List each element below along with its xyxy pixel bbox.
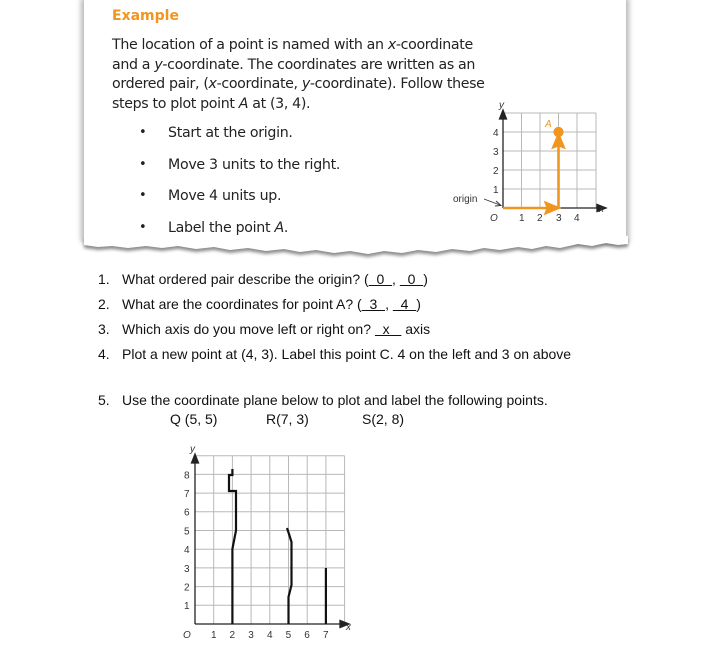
y-tick: 5 [184, 526, 190, 538]
y-axis-label: y [499, 100, 504, 111]
y-axis-label: y [190, 444, 195, 455]
bullet-icon: • [139, 188, 147, 203]
answer-blank[interactable]: 4 [392, 296, 417, 312]
step-text: Label the point [168, 219, 275, 236]
example-heading: Example [112, 8, 179, 24]
question-3 [98, 321, 571, 346]
point-q: Q (5, 5) [170, 411, 218, 427]
example-coordinate-plane [440, 95, 630, 230]
question-text: ) [416, 296, 421, 312]
y-tick: 8 [184, 470, 190, 482]
bullet-icon: • [139, 125, 147, 140]
y-tick: 4 [184, 545, 190, 556]
steps-list [136, 125, 340, 251]
y-tick: 6 [184, 507, 190, 519]
paragraph-text: x [387, 37, 396, 53]
question-text: ) [423, 271, 428, 287]
answer-blank[interactable]: 3 [361, 296, 386, 312]
y-tick: 3 [493, 147, 499, 158]
question-1 [98, 271, 571, 296]
x-tick: 7 [323, 630, 329, 641]
x-tick: 2 [537, 213, 543, 224]
worksheet-coordinate-plane[interactable] [170, 440, 360, 645]
question-4 [98, 346, 571, 371]
point-a-marker [555, 128, 563, 136]
y-tick: 3 [184, 563, 190, 575]
paragraph-text: y [154, 56, 163, 73]
step-item [136, 125, 340, 157]
origin-tick: O [490, 213, 498, 224]
x-tick: 6 [304, 630, 310, 641]
paragraph-text: y [301, 76, 310, 92]
y-tick: 7 [184, 489, 190, 500]
y-tick: 1 [493, 185, 499, 196]
y-tick: 2 [184, 582, 190, 594]
step-text: A [274, 219, 284, 236]
question-2 [98, 296, 571, 321]
step-item [136, 157, 340, 189]
x-axis-label: x [599, 204, 604, 215]
x-tick: 1 [211, 630, 217, 641]
paragraph-text: ordered pair, ( [112, 76, 209, 92]
y-tick: 1 [184, 601, 190, 612]
answer-blank[interactable]: 0 [399, 271, 424, 287]
point-a-label: A [545, 119, 552, 130]
question-5 [98, 392, 548, 408]
paragraph-text: -coordinate). Follow these [309, 76, 485, 92]
question-text: What are the coordinates for point A? ( [122, 296, 362, 312]
y-axis-arrow-icon [500, 110, 507, 119]
question-text: , [392, 271, 400, 287]
question-text: What ordered pair describe the origin? ( [122, 271, 369, 287]
paragraph-text: -coordinate, [216, 76, 302, 92]
drawn-line-q [287, 528, 292, 624]
step-text: Move 3 units to the right. [168, 156, 341, 173]
x-tick: 4 [574, 213, 580, 224]
x-tick: 5 [285, 630, 292, 641]
question-number: 3. [98, 321, 110, 337]
question-number: 5. [98, 392, 110, 408]
question-text: Plot a new point at (4, 3). Label this point C. 4 on the left and 3 on above [122, 346, 572, 362]
question-text: , [385, 296, 393, 312]
questions-list [98, 271, 571, 371]
bullet-icon: • [139, 219, 147, 235]
step-text: Move 4 units up. [168, 188, 282, 204]
paragraph-text: at (3, 4). [248, 95, 311, 112]
question-text: Which axis do you move left or right on? [122, 321, 375, 337]
example-paragraph [112, 36, 492, 114]
step-text: Start at the origin. [168, 125, 293, 141]
x-tick: 2 [229, 630, 236, 641]
question-number: 2. [98, 296, 110, 312]
origin-label: origin [453, 194, 478, 205]
question-text: Use the coordinate plane below to plot and label the following points. [122, 392, 548, 408]
step-item [136, 188, 340, 220]
question-number: 1. [98, 271, 110, 287]
paragraph-text: -coordinate. The coordinates are written as an [162, 56, 476, 73]
bullet-icon: • [139, 156, 147, 172]
y-tick: 2 [493, 166, 499, 177]
answer-blank[interactable]: 0 [368, 271, 393, 287]
step-item [136, 220, 340, 252]
paragraph-text: -coordinate [395, 37, 473, 53]
point-r: R(7, 3) [266, 411, 309, 427]
x-axis-label: x [346, 622, 351, 633]
paragraph-text: steps to plot point [112, 95, 239, 112]
paragraph-text: x [208, 76, 217, 92]
x-tick: 4 [267, 630, 273, 641]
right-arrow-icon [546, 203, 558, 213]
answer-blank[interactable]: x [374, 321, 402, 337]
x-tick: 3 [248, 630, 254, 641]
x-tick: 3 [556, 213, 562, 224]
origin-tick: O [183, 630, 191, 641]
step-text: . [283, 219, 289, 236]
point-s: S(2, 8) [362, 411, 405, 427]
paragraph-text: and a [112, 56, 155, 73]
question-text: axis [401, 321, 431, 337]
question-number: 4. [98, 346, 110, 362]
paragraph-text: A [238, 95, 249, 112]
y-tick: 4 [493, 128, 499, 139]
paragraph-text: The location of a point is named with an [112, 37, 388, 53]
x-tick: 1 [519, 213, 525, 224]
